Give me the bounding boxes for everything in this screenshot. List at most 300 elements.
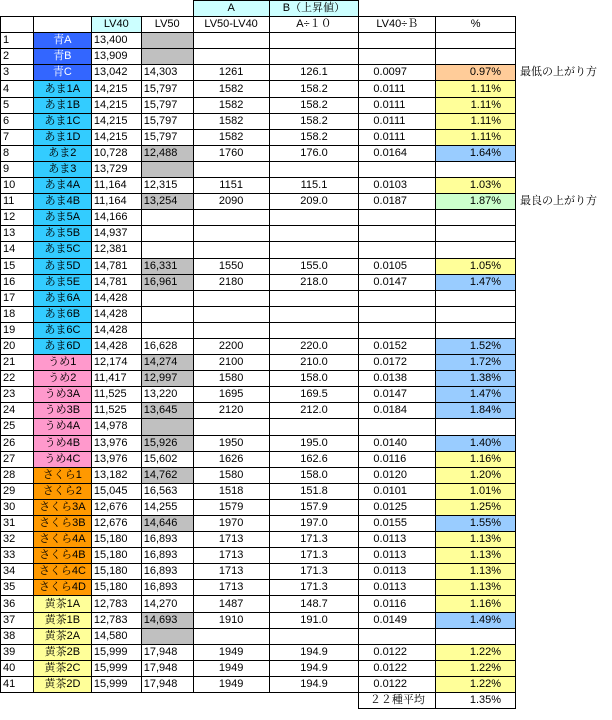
percent-cell[interactable]: 1.52% [436, 338, 516, 354]
ratio-cell[interactable] [359, 306, 436, 322]
ratio-cell[interactable]: 0.0140 [359, 435, 436, 451]
note-cell [516, 33, 612, 49]
character-name-cell[interactable]: あま5C [33, 242, 91, 258]
lv40-cell[interactable]: 14,215 [91, 129, 141, 145]
character-name-cell[interactable]: うめ3A [33, 387, 91, 403]
character-name-cell[interactable]: 黄茶2A [33, 628, 91, 644]
percent-cell[interactable] [436, 322, 516, 338]
character-name-cell[interactable]: あま4B [33, 194, 91, 210]
ratio-cell[interactable]: 0.0113 [359, 548, 436, 564]
a-diff-cell[interactable]: 1580 [193, 371, 269, 387]
b-rise-cell[interactable] [269, 210, 359, 226]
ratio-cell[interactable]: 0.0101 [359, 483, 436, 499]
a-diff-cell[interactable]: 1582 [193, 113, 269, 129]
ratio-cell[interactable]: 0.0147 [359, 274, 436, 290]
b-rise-cell[interactable] [269, 33, 359, 49]
lv50-cell[interactable]: 14,762 [141, 467, 193, 483]
lv40-cell[interactable]: 10,728 [91, 145, 141, 161]
percent-cell[interactable]: 1.16% [436, 596, 516, 612]
lv40-cell[interactable]: 13,976 [91, 451, 141, 467]
average-value[interactable]: 1.35% [436, 693, 516, 709]
lv40-cell[interactable]: 15,180 [91, 548, 141, 564]
character-name-cell[interactable]: 黄茶1A [33, 596, 91, 612]
b-rise-cell[interactable]: 176.0 [269, 145, 359, 161]
percent-cell[interactable]: 1.72% [436, 355, 516, 371]
ratio-cell[interactable]: 0.0184 [359, 403, 436, 419]
character-name-cell[interactable]: さくら4B [33, 548, 91, 564]
ratio-cell[interactable] [359, 290, 436, 306]
lv50-cell[interactable]: 13,645 [141, 403, 193, 419]
ratio-cell[interactable]: 0.0164 [359, 145, 436, 161]
lv50-cell[interactable]: 16,628 [141, 338, 193, 354]
percent-cell[interactable]: 1.47% [436, 387, 516, 403]
percent-cell[interactable] [436, 49, 516, 65]
lv50-cell[interactable]: 16,893 [141, 532, 193, 548]
percent-cell[interactable]: 1.03% [436, 178, 516, 194]
a-diff-cell[interactable]: 2180 [193, 274, 269, 290]
a-diff-cell[interactable]: 1487 [193, 596, 269, 612]
b-rise-cell[interactable]: 171.3 [269, 532, 359, 548]
a-diff-cell[interactable]: 1713 [193, 580, 269, 596]
table-row [1, 322, 612, 338]
character-name-cell[interactable]: さくら4A [33, 532, 91, 548]
a-diff-cell[interactable] [193, 306, 269, 322]
lv40-cell[interactable]: 11,417 [91, 371, 141, 387]
ratio-cell[interactable] [359, 49, 436, 65]
b-rise-cell[interactable]: 158.2 [269, 97, 359, 113]
lv50-cell[interactable]: 15,797 [141, 81, 193, 97]
b-rise-cell[interactable]: 194.9 [269, 660, 359, 676]
a-diff-cell[interactable]: 1261 [193, 65, 269, 81]
ratio-cell[interactable]: 0.0111 [359, 113, 436, 129]
character-name-cell[interactable]: あま5B [33, 226, 91, 242]
b-rise-cell[interactable]: 157.9 [269, 499, 359, 515]
lv50-cell[interactable]: 16,961 [141, 274, 193, 290]
b-rise-cell[interactable] [269, 419, 359, 435]
character-name-cell[interactable]: さくら4D [33, 580, 91, 596]
header-lv40: LV40 [91, 17, 141, 33]
lv50-cell[interactable]: 16,893 [141, 580, 193, 596]
lv40-cell[interactable]: 14,781 [91, 258, 141, 274]
lv40-cell[interactable]: 14,428 [91, 306, 141, 322]
a-diff-cell[interactable]: 1910 [193, 612, 269, 628]
percent-cell[interactable]: 1.55% [436, 516, 516, 532]
a-diff-cell[interactable]: 1949 [193, 660, 269, 676]
character-name-cell[interactable]: あま6B [33, 306, 91, 322]
lv40-cell[interactable]: 15,180 [91, 564, 141, 580]
ratio-cell[interactable]: 0.0172 [359, 355, 436, 371]
percent-cell[interactable]: 1.13% [436, 532, 516, 548]
ratio-cell[interactable]: 0.0113 [359, 564, 436, 580]
ratio-cell[interactable] [359, 33, 436, 49]
ratio-cell[interactable]: 0.0152 [359, 338, 436, 354]
character-name-cell[interactable]: あま6C [33, 322, 91, 338]
percent-cell[interactable]: 1.11% [436, 81, 516, 97]
lv50-cell[interactable]: 14,646 [141, 516, 193, 532]
ratio-cell[interactable]: 0.0147 [359, 387, 436, 403]
character-name-cell[interactable]: さくら4C [33, 564, 91, 580]
lv40-cell[interactable]: 15,999 [91, 660, 141, 676]
lv50-cell[interactable]: 13,254 [141, 194, 193, 210]
character-name-cell[interactable]: あま2 [33, 145, 91, 161]
a-diff-cell[interactable] [193, 628, 269, 644]
lv40-cell[interactable]: 14,428 [91, 290, 141, 306]
ratio-cell[interactable]: 0.0111 [359, 97, 436, 113]
b-rise-cell[interactable]: 158.2 [269, 129, 359, 145]
a-diff-cell[interactable] [193, 226, 269, 242]
b-rise-cell[interactable]: 220.0 [269, 338, 359, 354]
lv40-cell[interactable]: 15,045 [91, 483, 141, 499]
lv50-cell[interactable] [141, 322, 193, 338]
b-rise-cell[interactable]: 209.0 [269, 194, 359, 210]
lv40-cell[interactable]: 14,978 [91, 419, 141, 435]
percent-cell[interactable]: 1.11% [436, 129, 516, 145]
ratio-cell[interactable]: 0.0116 [359, 596, 436, 612]
character-name-cell[interactable]: うめ1 [33, 355, 91, 371]
a-diff-cell[interactable] [193, 210, 269, 226]
percent-cell[interactable]: 1.38% [436, 371, 516, 387]
b-rise-cell[interactable]: 195.0 [269, 435, 359, 451]
lv50-cell[interactable]: 16,563 [141, 483, 193, 499]
b-rise-cell[interactable] [269, 161, 359, 177]
table-row [1, 49, 612, 65]
percent-cell[interactable]: 0.97% [436, 65, 516, 81]
lv40-cell[interactable]: 12,783 [91, 596, 141, 612]
lv50-cell[interactable]: 15,797 [141, 129, 193, 145]
lv40-cell[interactable]: 14,215 [91, 81, 141, 97]
lv40-cell[interactable]: 11,525 [91, 387, 141, 403]
b-rise-cell[interactable]: 212.0 [269, 403, 359, 419]
character-name-cell[interactable]: うめ4C [33, 451, 91, 467]
percent-cell[interactable]: 1.13% [436, 564, 516, 580]
lv40-cell[interactable]: 13,909 [91, 49, 141, 65]
empty-cell [141, 1, 193, 17]
character-name-cell[interactable]: さくら1 [33, 467, 91, 483]
b-rise-cell[interactable]: 194.9 [269, 676, 359, 692]
lv40-cell[interactable]: 13,976 [91, 435, 141, 451]
percent-cell[interactable] [436, 290, 516, 306]
a-diff-cell[interactable] [193, 242, 269, 258]
lv40-cell[interactable]: 12,676 [91, 516, 141, 532]
a-diff-cell[interactable]: 2100 [193, 355, 269, 371]
b-rise-cell[interactable]: 115.1 [269, 178, 359, 194]
ratio-cell[interactable]: 0.0120 [359, 467, 436, 483]
character-name-cell[interactable]: うめ4B [33, 435, 91, 451]
lv50-cell[interactable] [141, 226, 193, 242]
percent-cell[interactable] [436, 226, 516, 242]
lv50-cell[interactable] [141, 290, 193, 306]
ratio-cell[interactable]: 0.0113 [359, 580, 436, 596]
ratio-cell[interactable]: 0.0103 [359, 178, 436, 194]
character-name-cell[interactable]: 青C [33, 65, 91, 81]
a-diff-cell[interactable] [193, 33, 269, 49]
percent-cell[interactable]: 1.11% [436, 113, 516, 129]
lv40-cell[interactable]: 14,580 [91, 628, 141, 644]
b-rise-cell[interactable]: 158.2 [269, 113, 359, 129]
character-name-cell[interactable]: あま1A [33, 81, 91, 97]
a-diff-cell[interactable]: 1550 [193, 258, 269, 274]
character-name-cell[interactable]: うめ4A [33, 419, 91, 435]
b-rise-cell[interactable] [269, 290, 359, 306]
percent-cell[interactable]: 1.01% [436, 483, 516, 499]
lv40-cell[interactable]: 14,937 [91, 226, 141, 242]
ratio-cell[interactable]: 0.0125 [359, 499, 436, 515]
lv50-cell[interactable]: 15,797 [141, 97, 193, 113]
character-name-cell[interactable]: あま1D [33, 129, 91, 145]
a-diff-cell[interactable]: 1579 [193, 499, 269, 515]
character-name-cell[interactable]: 青A [33, 33, 91, 49]
character-name-cell[interactable]: 黄茶1B [33, 612, 91, 628]
ratio-cell[interactable]: 0.0122 [359, 644, 436, 660]
percent-cell[interactable]: 1.64% [436, 145, 516, 161]
lv50-cell[interactable]: 12,315 [141, 178, 193, 194]
ratio-cell[interactable] [359, 628, 436, 644]
percent-cell[interactable]: 1.20% [436, 467, 516, 483]
a-diff-cell[interactable]: 1949 [193, 676, 269, 692]
b-rise-cell[interactable]: 151.8 [269, 483, 359, 499]
lv40-cell[interactable]: 13,182 [91, 467, 141, 483]
row-number: 28 [1, 467, 34, 483]
ratio-cell[interactable]: 0.0116 [359, 451, 436, 467]
a-diff-cell[interactable]: 1760 [193, 145, 269, 161]
percent-cell[interactable]: 1.22% [436, 660, 516, 676]
lv50-cell[interactable]: 17,948 [141, 644, 193, 660]
percent-cell[interactable] [436, 33, 516, 49]
b-rise-cell[interactable]: 158.2 [269, 81, 359, 97]
a-diff-cell[interactable] [193, 419, 269, 435]
lv40-cell[interactable]: 12,676 [91, 499, 141, 515]
ratio-cell[interactable]: 0.0122 [359, 676, 436, 692]
percent-cell[interactable]: 1.40% [436, 435, 516, 451]
lv40-cell[interactable]: 14,428 [91, 322, 141, 338]
b-rise-cell[interactable]: 197.0 [269, 516, 359, 532]
percent-cell[interactable]: 1.05% [436, 258, 516, 274]
a-diff-cell[interactable]: 1949 [193, 644, 269, 660]
b-rise-cell[interactable] [269, 242, 359, 258]
character-name-cell[interactable]: うめ3B [33, 403, 91, 419]
percent-cell[interactable]: 1.22% [436, 676, 516, 692]
lv50-cell[interactable]: 14,255 [141, 499, 193, 515]
lv50-cell[interactable]: 17,948 [141, 660, 193, 676]
percent-cell[interactable]: 1.16% [436, 451, 516, 467]
lv50-cell[interactable] [141, 33, 193, 49]
lv50-cell[interactable]: 14,270 [141, 596, 193, 612]
character-name-cell[interactable]: あま6D [33, 338, 91, 354]
lv50-cell[interactable] [141, 306, 193, 322]
ratio-cell[interactable]: 0.0111 [359, 129, 436, 145]
character-name-cell[interactable]: うめ2 [33, 371, 91, 387]
character-name-cell[interactable]: 青B [33, 49, 91, 65]
lv50-cell[interactable]: 12,997 [141, 371, 193, 387]
a-diff-cell[interactable]: 2120 [193, 403, 269, 419]
lv40-cell[interactable]: 13,042 [91, 65, 141, 81]
a-diff-cell[interactable]: 1582 [193, 81, 269, 97]
a-diff-cell[interactable]: 1950 [193, 435, 269, 451]
percent-cell[interactable] [436, 242, 516, 258]
character-name-cell[interactable]: 黄茶2C [33, 660, 91, 676]
header-lv50: LV50 [141, 17, 193, 33]
ratio-cell[interactable]: 0.0105 [359, 258, 436, 274]
a-diff-cell[interactable]: 1713 [193, 548, 269, 564]
percent-cell[interactable]: 1.22% [436, 644, 516, 660]
character-name-cell[interactable]: さくら2 [33, 483, 91, 499]
lv40-cell[interactable]: 13,400 [91, 33, 141, 49]
b-rise-cell[interactable] [269, 49, 359, 65]
lv50-cell[interactable]: 15,926 [141, 435, 193, 451]
lv40-cell[interactable]: 15,180 [91, 532, 141, 548]
a-diff-cell[interactable]: 1580 [193, 467, 269, 483]
character-name-cell[interactable]: あま6A [33, 290, 91, 306]
lv50-cell[interactable] [141, 628, 193, 644]
a-diff-cell[interactable]: 1695 [193, 387, 269, 403]
percent-cell[interactable]: 1.25% [436, 499, 516, 515]
character-name-cell[interactable]: さくら3B [33, 516, 91, 532]
lv40-cell[interactable]: 14,166 [91, 210, 141, 226]
ratio-cell[interactable] [359, 419, 436, 435]
ratio-cell[interactable] [359, 226, 436, 242]
percent-cell[interactable]: 1.84% [436, 403, 516, 419]
character-name-cell[interactable]: あま1B [33, 97, 91, 113]
ratio-cell[interactable] [359, 161, 436, 177]
lv40-cell[interactable]: 14,781 [91, 274, 141, 290]
lv50-cell[interactable] [141, 242, 193, 258]
percent-cell[interactable] [436, 628, 516, 644]
ratio-cell[interactable]: 0.0155 [359, 516, 436, 532]
a-diff-cell[interactable]: 1518 [193, 483, 269, 499]
lv40-cell[interactable]: 15,999 [91, 676, 141, 692]
ratio-cell[interactable]: 0.0111 [359, 81, 436, 97]
a-diff-cell[interactable]: 2200 [193, 338, 269, 354]
percent-cell[interactable]: 1.47% [436, 274, 516, 290]
lv50-cell[interactable]: 15,797 [141, 113, 193, 129]
ratio-cell[interactable] [359, 210, 436, 226]
ratio-cell[interactable]: 0.0113 [359, 532, 436, 548]
b-rise-cell[interactable]: 148.7 [269, 596, 359, 612]
a-diff-cell[interactable]: 1713 [193, 564, 269, 580]
character-name-cell[interactable]: あま5D [33, 258, 91, 274]
percent-cell[interactable] [436, 306, 516, 322]
b-rise-cell[interactable]: 158.0 [269, 467, 359, 483]
character-name-cell[interactable]: あま1C [33, 113, 91, 129]
ratio-cell[interactable]: 0.0149 [359, 612, 436, 628]
percent-cell[interactable]: 1.13% [436, 548, 516, 564]
a-diff-cell[interactable] [193, 161, 269, 177]
lv50-cell[interactable]: 16,893 [141, 564, 193, 580]
b-rise-cell[interactable]: 194.9 [269, 644, 359, 660]
b-rise-cell[interactable]: 171.3 [269, 564, 359, 580]
a-diff-cell[interactable] [193, 290, 269, 306]
lv50-cell[interactable]: 14,274 [141, 355, 193, 371]
lv50-cell[interactable]: 16,331 [141, 258, 193, 274]
ratio-cell[interactable] [359, 242, 436, 258]
a-diff-cell[interactable]: 2090 [193, 194, 269, 210]
b-rise-cell[interactable]: 126.1 [269, 65, 359, 81]
lv50-cell[interactable]: 17,948 [141, 676, 193, 692]
character-name-cell[interactable]: あま4A [33, 178, 91, 194]
lv40-cell[interactable]: 13,729 [91, 161, 141, 177]
a-diff-cell[interactable]: 1582 [193, 97, 269, 113]
percent-cell[interactable]: 1.13% [436, 580, 516, 596]
b-rise-cell[interactable]: 218.0 [269, 274, 359, 290]
lv40-cell[interactable]: 15,999 [91, 644, 141, 660]
lv50-cell[interactable] [141, 419, 193, 435]
lv40-cell[interactable]: 14,215 [91, 113, 141, 129]
b-rise-cell[interactable]: 171.3 [269, 580, 359, 596]
note-cell [516, 113, 612, 129]
a-diff-cell[interactable]: 1626 [193, 451, 269, 467]
note-cell [516, 145, 612, 161]
b-rise-cell[interactable]: 169.5 [269, 387, 359, 403]
b-rise-cell[interactable] [269, 306, 359, 322]
lv40-cell[interactable]: 12,381 [91, 242, 141, 258]
character-name-cell[interactable]: あま3 [33, 161, 91, 177]
percent-cell[interactable] [436, 210, 516, 226]
percent-cell[interactable]: 1.87% [436, 194, 516, 210]
lv50-cell[interactable]: 14,693 [141, 612, 193, 628]
lv40-cell[interactable]: 14,215 [91, 97, 141, 113]
percent-cell[interactable]: 1.11% [436, 97, 516, 113]
percent-cell[interactable] [436, 161, 516, 177]
lv50-cell[interactable] [141, 161, 193, 177]
b-rise-cell[interactable] [269, 322, 359, 338]
note-cell [516, 532, 612, 548]
b-rise-cell[interactable]: 210.0 [269, 355, 359, 371]
ratio-cell[interactable]: 0.0097 [359, 65, 436, 81]
b-rise-cell[interactable]: 158.0 [269, 371, 359, 387]
character-name-cell[interactable]: 黄茶2D [33, 676, 91, 692]
b-rise-cell[interactable]: 171.3 [269, 548, 359, 564]
b-rise-cell[interactable] [269, 628, 359, 644]
lv40-cell[interactable]: 11,164 [91, 194, 141, 210]
lv40-cell[interactable]: 14,428 [91, 338, 141, 354]
ratio-cell[interactable] [359, 322, 436, 338]
character-name-cell[interactable]: さくら3A [33, 499, 91, 515]
percent-cell[interactable] [436, 419, 516, 435]
b-rise-cell[interactable]: 162.6 [269, 451, 359, 467]
a-diff-cell[interactable] [193, 49, 269, 65]
lv50-cell[interactable] [141, 210, 193, 226]
lv50-cell[interactable]: 13,220 [141, 387, 193, 403]
lv50-cell[interactable]: 12,488 [141, 145, 193, 161]
lv40-cell[interactable]: 11,525 [91, 403, 141, 419]
a-diff-cell[interactable]: 1151 [193, 178, 269, 194]
b-rise-cell[interactable]: 155.0 [269, 258, 359, 274]
lv40-cell[interactable]: 11,164 [91, 178, 141, 194]
ratio-cell[interactable]: 0.0122 [359, 660, 436, 676]
character-name-cell[interactable]: 黄茶2B [33, 644, 91, 660]
b-rise-cell[interactable] [269, 226, 359, 242]
lv50-cell[interactable]: 15,602 [141, 451, 193, 467]
lv40-cell[interactable]: 15,180 [91, 580, 141, 596]
a-diff-cell[interactable] [193, 322, 269, 338]
character-name-cell[interactable]: あま5E [33, 274, 91, 290]
row-number: 13 [1, 226, 34, 242]
a-diff-cell[interactable]: 1970 [193, 516, 269, 532]
lv50-cell[interactable]: 14,303 [141, 65, 193, 81]
a-diff-cell[interactable]: 1582 [193, 129, 269, 145]
percent-cell[interactable]: 1.49% [436, 612, 516, 628]
lv50-cell[interactable] [141, 49, 193, 65]
note-cell [516, 499, 612, 515]
b-rise-cell[interactable]: 191.0 [269, 612, 359, 628]
lv40-cell[interactable]: 12,174 [91, 355, 141, 371]
lv40-cell[interactable]: 12,783 [91, 612, 141, 628]
a-diff-cell[interactable]: 1713 [193, 532, 269, 548]
ratio-cell[interactable]: 0.0187 [359, 194, 436, 210]
character-name-cell[interactable]: あま5A [33, 210, 91, 226]
lv50-cell[interactable]: 16,893 [141, 548, 193, 564]
ratio-cell[interactable]: 0.0138 [359, 371, 436, 387]
